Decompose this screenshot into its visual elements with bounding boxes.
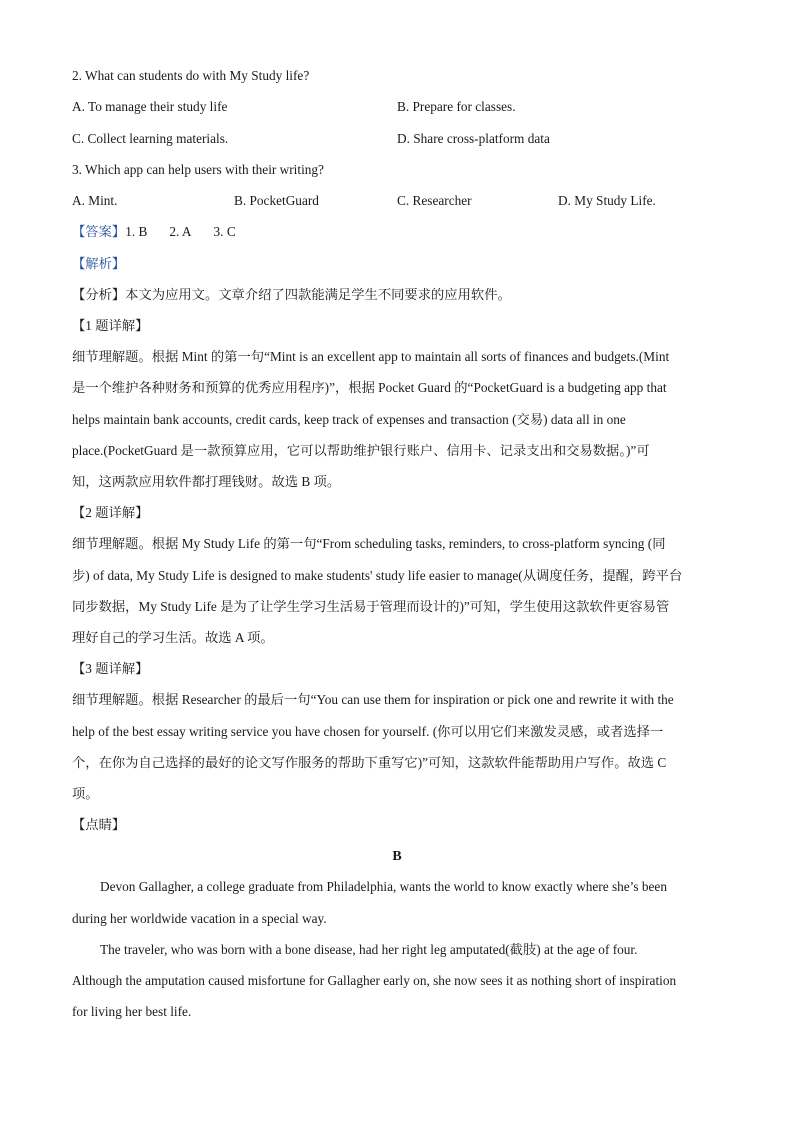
question-2-stem: 2. What can students do with My Study life? xyxy=(72,68,310,83)
q3-option-c: C. Researcher xyxy=(397,193,472,208)
q2-option-d: D. Share cross-platform data xyxy=(397,131,550,146)
detail-2-line: 理好自己的学习生活。故选 A 项。 xyxy=(72,630,274,645)
passage-line: Devon Gallagher, a college graduate from Philadelphia, wants the world to know exactly where she’s been xyxy=(100,879,667,894)
q3-option-b: B. PocketGuard xyxy=(234,193,319,208)
dianjing-label: 【点睛】 xyxy=(72,817,126,832)
detail-1-line: 知，这两款应用软件都打理钱财。故选 B 项。 xyxy=(72,474,341,489)
detail-3-heading: 【3 题详解】 xyxy=(72,661,149,676)
detail-1-heading: 【1 题详解】 xyxy=(72,318,149,333)
q3-option-d: D. My Study Life. xyxy=(558,193,656,208)
answer-label: 【答案】 xyxy=(72,224,126,239)
section-b-title: B xyxy=(392,849,402,864)
answer-1: 1. B xyxy=(125,224,148,239)
detail-2-line: 同步数据，My Study Life 是为了让学生学习生活易于管理而设计的)”可知，学生使用这款软件更容易管 xyxy=(72,599,670,614)
detail-3-line: help of the best essay writing service you have chosen for yourself. (你可以用它们来激发灵感，或者选择一 xyxy=(72,724,664,739)
detail-1-line: 细节理解题。根据 Mint 的第一句“Mint is an excellent app to maintain all sorts of finances and budgets.(Mint xyxy=(72,349,670,364)
passage-line: during her worldwide vacation in a special way. xyxy=(72,911,327,926)
answer-line xyxy=(72,223,258,241)
detail-3-line: 个，在你为自己选择的最好的论文写作服务的帮助下重写它)”可知，这款软件能帮助用户写作。故选 C xyxy=(72,755,667,770)
analysis-summary: 【分析】本文为应用文。文章介绍了四款能满足学生不同要求的应用软件。 xyxy=(72,287,511,302)
detail-1-line: 是一个维护各种财务和预算的优秀应用程序)”，根据 Pocket Guard 的“PocketGuard is a budgeting app that xyxy=(72,380,667,395)
q2-option-c: C. Collect learning materials. xyxy=(72,131,229,146)
passage-line: for living her best life. xyxy=(72,1004,192,1019)
q2-option-a: A. To manage their study life xyxy=(72,99,228,114)
detail-3-line: 细节理解题。根据 Researcher 的最后一句“You can use them for inspiration or pick one and rewrite it with the xyxy=(72,692,674,707)
detail-2-line: 细节理解题。根据 My Study Life 的第一句“From scheduling tasks, reminders, to cross-platform syncing (同 xyxy=(72,536,666,551)
detail-1-line: helps maintain bank accounts, credit cards, keep track of expenses and transaction (交易) data all in one xyxy=(72,412,626,427)
detail-1-line: place.(PocketGuard 是一款预算应用，它可以帮助维护银行账户、信用卡、记录支出和交易数据。)”可 xyxy=(72,443,650,458)
detail-3-line: 项。 xyxy=(72,786,99,801)
detail-2-line: 步) of data, My Study Life is designed to make students' study life easier to manage(从调度任务，提醒，跨平台 xyxy=(72,568,683,583)
passage-line: The traveler, who was born with a bone disease, had her right leg amputated(截肢) at the age of four. xyxy=(100,942,638,957)
answer-2: 2. A xyxy=(169,224,192,239)
analysis-label: 【解析】 xyxy=(72,256,126,271)
q3-option-a: A. Mint. xyxy=(72,193,118,208)
answer-3: 3. C xyxy=(213,224,236,239)
passage-line: Although the amputation caused misfortune for Gallagher early on, she now sees it as nothing short of inspiration xyxy=(72,973,677,988)
detail-2-heading: 【2 题详解】 xyxy=(72,505,149,520)
q2-option-b: B. Prepare for classes. xyxy=(397,99,516,114)
question-3-stem: 3. Which app can help users with their writing? xyxy=(72,162,324,177)
